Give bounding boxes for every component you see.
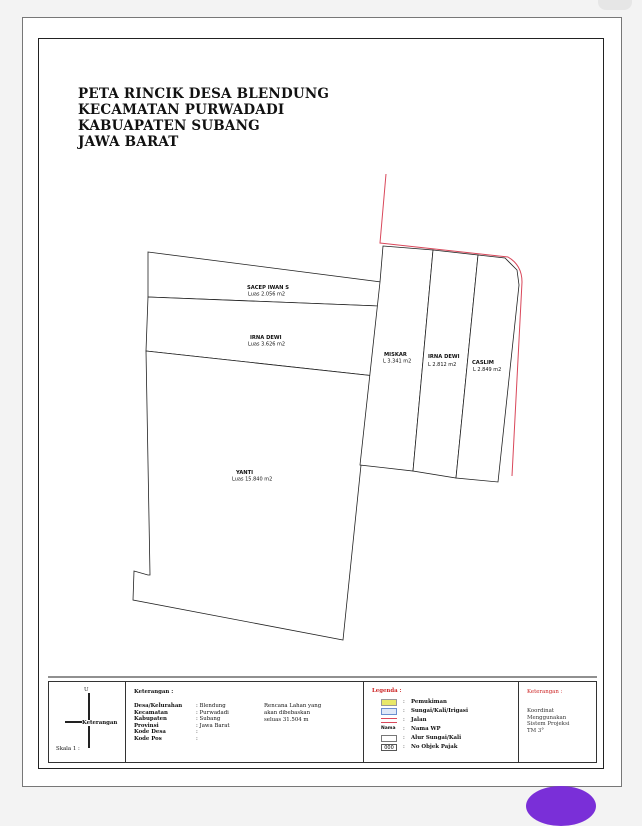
- ket-val-kecamatan: : Purwadadi: [196, 709, 229, 716]
- parcel-label-miskar: MISKAR: [384, 352, 407, 358]
- legenda-column: [364, 682, 519, 762]
- ket-val-kabupaten: : Subang: [196, 716, 221, 722]
- ket-val-provinsi: : Jawa Barat: [196, 722, 230, 729]
- parcel-label-sacep: SACEP IWAN S: [247, 285, 290, 291]
- title-line-4: JAWA BARAT: [78, 134, 179, 150]
- projection-note-line: Koordinat: [527, 708, 554, 714]
- parcel-label-irna-right: IRNA DEWI: [428, 354, 460, 360]
- keterangan-column: [126, 682, 364, 762]
- north-arrow-column: [49, 682, 126, 762]
- ket-val-desa: : Blendung: [196, 703, 226, 709]
- legend-colon: :: [403, 699, 405, 705]
- legenda-title: Legenda :: [372, 688, 402, 694]
- legend-colon: :: [403, 735, 405, 741]
- projection-note-line: TM 3°: [527, 727, 544, 734]
- ket-key-kode-desa: Kode Desa: [134, 729, 166, 735]
- parcel-sacep-iwan-s[interactable]: [148, 252, 381, 306]
- parcel-label-irna-left: IRNA DEWI: [250, 335, 282, 341]
- stream-swatch-icon: [381, 735, 397, 742]
- title-line-1: PETA RINCIK DESA BLENDUNG: [78, 86, 330, 102]
- legend-colon: :: [403, 726, 405, 732]
- ket-key-kecamatan: Kecamatan: [134, 709, 168, 716]
- road-swatch-icon: [381, 718, 397, 723]
- keterangan-projection-title: Keterangan :: [527, 689, 563, 695]
- parcel-yanti[interactable]: [133, 351, 375, 640]
- keterangan-title: Keterangan :: [134, 689, 174, 695]
- legend-colon: :: [403, 744, 405, 750]
- river-swatch-icon: [381, 708, 397, 715]
- land-plan-note-line: akan dibebaskan: [264, 710, 311, 716]
- north-label: Keterangan: [82, 720, 118, 726]
- parcel-area-sacep: Luas 2.056 m2: [248, 291, 286, 298]
- parcel-area-irna-left: Luas 3.626 m2: [248, 341, 286, 348]
- ket-val-kode-pos: :: [196, 735, 198, 742]
- legend-label: Jalan: [411, 717, 427, 723]
- keterangan-projection-column: [519, 682, 598, 762]
- parcel-label-yanti: YANTI: [236, 470, 254, 476]
- legend-label: Nama WP: [411, 726, 441, 732]
- projection-note-line: Sistem Projeksi: [527, 721, 570, 728]
- legend-label: No Objek Pajak: [411, 744, 458, 750]
- title-line-2: KECAMATAN PURWADADI: [78, 102, 285, 118]
- settlement-swatch-icon: [381, 699, 397, 706]
- ket-key-kabupaten: Kabupaten: [134, 716, 167, 722]
- title-line-3: KABUAPATEN SUBANG: [78, 118, 260, 134]
- scale-label: Skala 1 :: [56, 746, 80, 752]
- projection-note: [527, 708, 569, 734]
- ket-key-provinsi: Provinsi: [134, 722, 159, 729]
- parcel-area-yanti: Luas 15.840 m2: [232, 476, 273, 483]
- legend-colon: :: [403, 708, 405, 714]
- parcel-area-miskar: L 3.341 m2: [383, 358, 412, 365]
- legend-colon: :: [403, 717, 405, 723]
- name-sample-icon: Nama: [381, 726, 396, 731]
- legend-label: Alur Sungai/Kali: [411, 735, 462, 741]
- land-plan-note-line: Rencana Lahan yang: [264, 703, 322, 709]
- land-plan-note: [264, 703, 321, 724]
- ket-val-kode-desa: :: [196, 729, 198, 735]
- parcel-area-caslim: L 2.849 m2: [473, 367, 502, 373]
- ket-key-kode-pos: Kode Pos: [134, 735, 162, 742]
- legend-label: Sungai/Kali/Irigasi: [411, 708, 469, 714]
- legend-label: Pemukiman: [411, 699, 447, 705]
- projection-note-line: Menggunakan: [527, 714, 567, 721]
- parcel-area-irna-right: L 2.812 m2: [428, 362, 457, 368]
- land-plan-note-line: seluas 31.504 m: [264, 717, 309, 723]
- tax-object-icon: 000: [381, 744, 397, 751]
- corner-blob: [526, 786, 596, 826]
- parcel-label-caslim: CASLIM: [472, 360, 494, 366]
- ket-key-desa: Desa/Kelurahan: [134, 703, 183, 709]
- info-panel: [48, 681, 597, 763]
- north-letter: U: [84, 687, 89, 693]
